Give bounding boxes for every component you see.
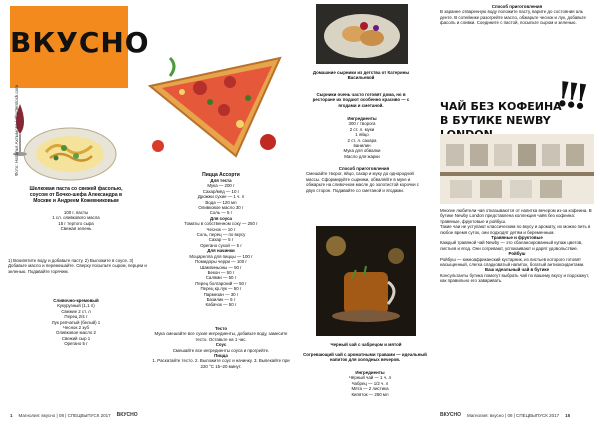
sauce-heading: Сливочно-кремовый (53, 298, 99, 303)
footer-brand: ВКУСНО (116, 412, 138, 418)
magazine-logo: ВКУСНО (10, 26, 150, 59)
pasta-plate-illustration (6, 96, 124, 184)
tea-photo (316, 226, 416, 336)
list-item: 15 г тертого сыра (58, 220, 94, 226)
pizza-title: Пицца Ассорти (202, 172, 240, 178)
list-item: Свежая зелень (60, 226, 92, 232)
list-item: 1 сл. оливкового масла (52, 215, 100, 221)
footer-brand: ВКУСНО (440, 412, 462, 418)
pasta-sauce (36, 298, 116, 347)
list-item: Дрожжи сухие — 1 ч. л (197, 194, 245, 200)
footer-issue: Магнолия: вкусно | 08 | СПЕЦВЫПУСК 2017 (467, 412, 560, 418)
list-item: Салями — 50 г (205, 275, 237, 281)
syrniki-photo (316, 4, 408, 64)
pasta-recipe (26, 186, 126, 204)
pasta-ingredients (30, 210, 122, 232)
left-footer (10, 412, 138, 418)
tea-ingredients: Ингредиенты Чёрный чай — 1 ч. л Чабрец — 1/2 ч. л Мята — 2 листика Кипяток — 250 мл (330, 370, 410, 397)
list-item: Чёрный чай — 1 ч. л (348, 375, 392, 381)
list-item: Перец 2/4 г (64, 314, 88, 320)
list-item: Оливковое масло 30 г (198, 205, 244, 211)
list-item: Орегано 5 г (64, 341, 88, 347)
list-item: Мука — 200 г (207, 183, 235, 189)
list-item: ванилин (353, 143, 371, 149)
headline-exclaim: !!! (553, 74, 586, 118)
list-item: 2 ст. л. сахара (347, 137, 377, 143)
syrniki-title: Домашние сырники из детства от Катерины Васильевой (312, 70, 410, 81)
list-item: Свежий сыр 1 (61, 335, 91, 341)
list-item: 300 г творога (348, 121, 376, 127)
pizza-method: Тесто Мука смешайте все сухие ингредиенты, добавьте воду, замесите тесто. Оставьте на 1 час. Соус Смешайте все ингредиенты соуса и прогрейте. Пицца 1. Раскатайте тесто. 2. Выложите соус и начинку. 3. Выпекайте при 220 °С 15–20 минут. (152, 326, 290, 369)
list-item: Томаты в собственном соку — 250 г (184, 221, 258, 227)
list-item: Лук репчатый (белый) 1 (51, 319, 101, 325)
list-item: Кабачок — 50 г (205, 302, 237, 308)
list-item: Сахар/мёд — 10 г (202, 188, 240, 194)
list-item: Базилик — 5 г (206, 296, 236, 302)
list-item: Пармезан — 30 г (203, 291, 239, 297)
tea-title: Черный чай с чабрецом и мятой (330, 342, 402, 347)
list-item: Шампиньоны — 50 г (200, 264, 242, 270)
list-item: Чеснок — 10 г (206, 226, 236, 232)
headline-text: ЧАЙ БЕЗ КОФЕИНА В БУТИКЕ NEWBY (440, 100, 562, 127)
footer-issue: Магнолия: вкусно | 08 | СПЕЦВЫПУСК 2017 (18, 412, 111, 418)
page-number: 1 (10, 412, 13, 418)
list-item: Бекон — 50 г (207, 269, 235, 275)
pasta-steps: 1) Вскипятите воду и добавьте пасту. 2) Выложите в соусе. 3) Добавьте масло и перемешайте. Сверху посыпьте сыром, перцем и зеленью. Подавайте горячим. (8, 258, 147, 274)
list-item: Оливковое масло 2 (56, 330, 96, 336)
pizza-recipe: Пицца Ассорти Для теста Мука — 200 г Сахар/мёд — 10 г Дрожжи сухие — 1 ч. л Вода — 120 мл Оливковое масло 30 г Соль — 5 г Для соуса Томаты в собственном соку — 250 г Чеснок — 10 г Соль, перец — по вкусу Сахар — 5 г Орегано сухой — 5 г Для начинки Моцарелла для пиццы — 100 г Помидоры черри — 100 г Шампиньоны — 50 г Бекон — 50 г Салями — 50 г Перец болгарский — 50 г Перец кр.лук — 50 г Пармезан — 30 г Базилик — 5 г Кабачок — 50 г (166, 172, 276, 308)
pizza-illustration (140, 46, 290, 166)
page-number: 15 (565, 412, 571, 418)
list-item: Помидоры черри — 100 г (195, 259, 247, 265)
list-item: 1 яйцо (355, 132, 369, 138)
list-item: 2 ст. л. муки (349, 126, 375, 132)
syrniki-caption (306, 70, 416, 81)
list-item: Кукурузный (1,1 л) (57, 303, 95, 309)
list-item: 100 г. пасты (63, 210, 89, 215)
list-item: Масло для жарки (344, 153, 380, 159)
list-item: Мята — 2 листика (351, 386, 389, 392)
list-item: Перец болгарский — 50 г (195, 280, 247, 286)
list-item: Чабрец — 1/2 ч. л (351, 380, 389, 386)
tea-caption (306, 342, 426, 347)
list-item: Чеснок 2 зуб (63, 325, 89, 331)
list-item: Орегано сухой — 5 г (200, 242, 242, 248)
article-body: Многие любители чая отказываются от напитка вечером из-за кофеина. В бутике Newby London представлена коллекция чаёв без кофеина: травяные, фруктовые и ройбуш. Такие чаи не уступают классическим по вкусу и аромату, их можно пить в любое время суток, они подходят детям и беременным. Травяные и фруктовые Каждый травяной чай Newby — это сбалансированный купаж цветов, листьев и ягод. Они согревают, успокаивают и дарят удовольствие. Ройбуш Ройбуш — южноафриканский кустарник, из листьев которого готовят насыщенный, слегка сладковатый напиток, богатый антиоксидантами. Ваш идеальный чай в бутике Консультанты бутика помогут выбрать чай по вашему вкусу и подскажут, как правильно его заваривать. (440, 208, 592, 284)
right-top-method: Способ приготовления В заранее отваренную воду положите пасту, варите до состояния аль денте. В сотейнике разогрейте масло, обжарьте чеснок и лук, добавьте фасоль и сливки. Соедините с пастой, посыпьте сыром и зеленью. (440, 4, 586, 26)
syrniki-ingredients: Ингредиенты 300 г творога 2 ст. л. муки 1 яйцо 2 ст. л. сахара ванилин Мука для обвалки Масло для жарки (330, 116, 394, 159)
syrniki-intro: Сырники очень часто готовят дома, но в ресторане их подают особенно красиво — с ягодами и сметаной. (312, 92, 410, 108)
list-item: Соль, перец — по вкусу (196, 232, 246, 238)
tea-intro: Согревающий чай с ароматными травами — идеальный напиток для холодных вечеров. (303, 352, 427, 363)
right-footer (440, 412, 570, 418)
list-item: Свежие 2 ст. л (61, 308, 91, 314)
list-item: Вода — 120 мл (205, 199, 237, 205)
photo-credit: Фото: Наталья Ахтымова / Shutterstock.com (14, 84, 19, 176)
syrniki-method: Способ приготовления Смешайте творог, яйцо, сахар и муку до однородной массы. Сформируйте сырники, обваляйте в муке и обжарьте на сливочном масле до золотистой корочки с двух сторон. Подавайте со сметаной и ягодами. (306, 166, 419, 193)
tea-boutique-photo (440, 134, 594, 204)
list-item: Сахар — 5 г (208, 237, 234, 243)
list-item: Моцарелла для пиццы — 100 г (189, 253, 253, 259)
list-item: Перец кр.лук — 50 г (200, 286, 242, 292)
list-item: Кипяток — 250 мл (351, 391, 389, 397)
list-item: Мука для обвалки (343, 148, 381, 154)
pasta-title: Шелковая паста со свежей фасолью, соусом от Бочко-шефа Александра в Москве и Андреем Кожевниковым (29, 186, 123, 204)
list-item: Соль — 5 г (209, 210, 233, 216)
